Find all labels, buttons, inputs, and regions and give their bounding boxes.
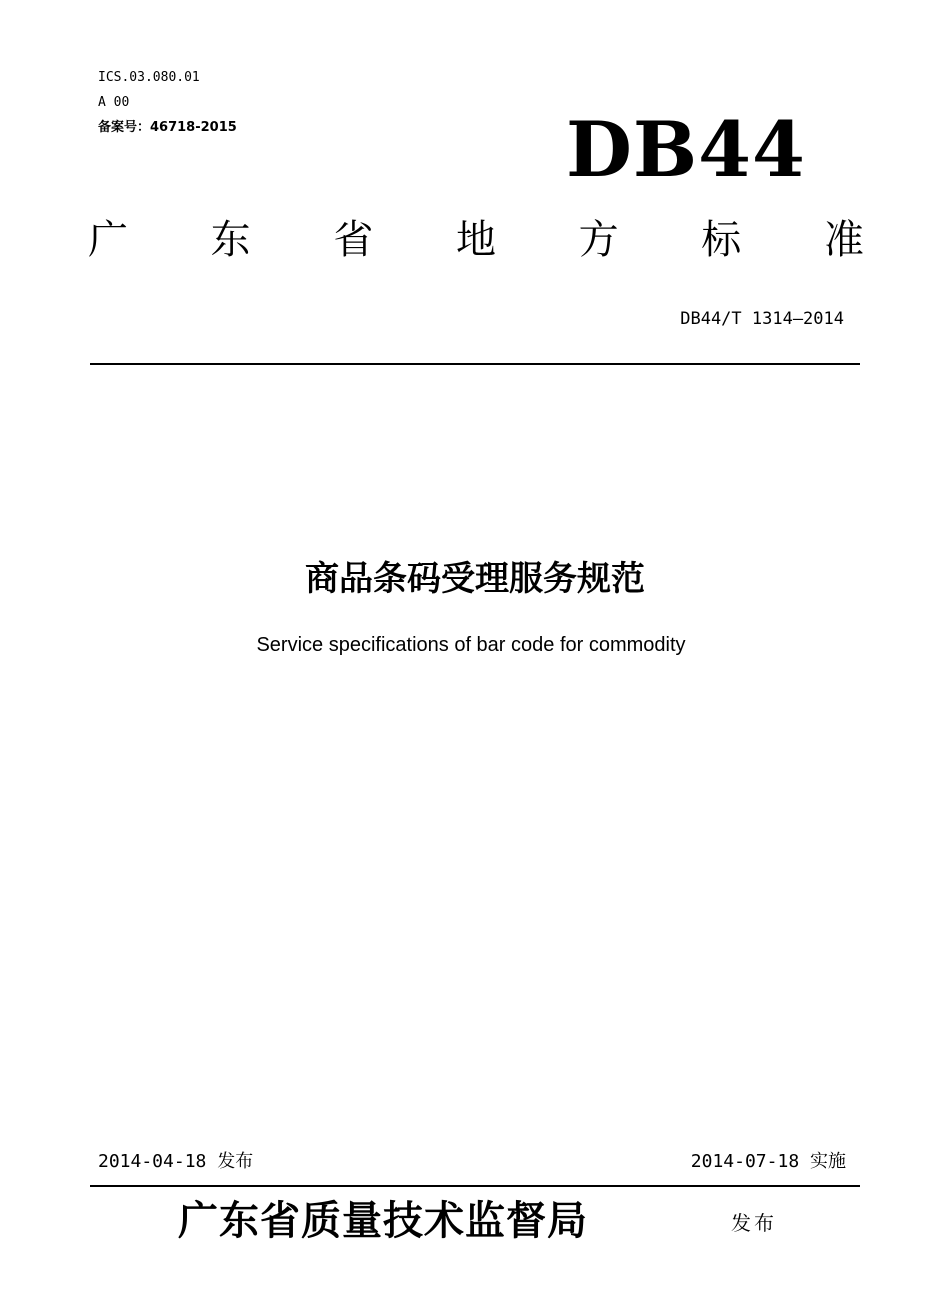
publish-date: 2014-04-18 发布 bbox=[98, 1151, 254, 1172]
standard-number: DB44/T 1314—2014 bbox=[680, 309, 844, 329]
implement-date: 2014-07-18 实施 bbox=[690, 1151, 846, 1172]
ccs-code: A 00 bbox=[98, 95, 130, 110]
standard-category-char: 标 bbox=[701, 217, 742, 263]
standard-category-char: 省 bbox=[333, 217, 374, 263]
standard-code: DB44 bbox=[566, 105, 806, 194]
issuing-authority: 广东省质量技术监督局 bbox=[178, 1197, 588, 1244]
top-divider bbox=[90, 363, 860, 365]
document-title-en: Service specifications of bar code for commodity bbox=[256, 634, 686, 656]
bottom-divider bbox=[90, 1185, 860, 1187]
record-number: 备案号：46718-2015 bbox=[98, 120, 237, 135]
standard-category-char: 广 bbox=[88, 217, 128, 263]
standard-category-char: 准 bbox=[823, 217, 864, 263]
standard-category-char: 方 bbox=[578, 217, 619, 263]
document-title-zh: 商品条码受理服务规范 bbox=[305, 559, 645, 599]
standard-category-char: 地 bbox=[455, 217, 496, 263]
issuing-suffix: 发布 bbox=[731, 1211, 777, 1235]
standard-category-char: 东 bbox=[210, 217, 251, 263]
standard-category-title bbox=[88, 214, 864, 266]
ics-code: ICS.03.080.01 bbox=[98, 70, 200, 85]
